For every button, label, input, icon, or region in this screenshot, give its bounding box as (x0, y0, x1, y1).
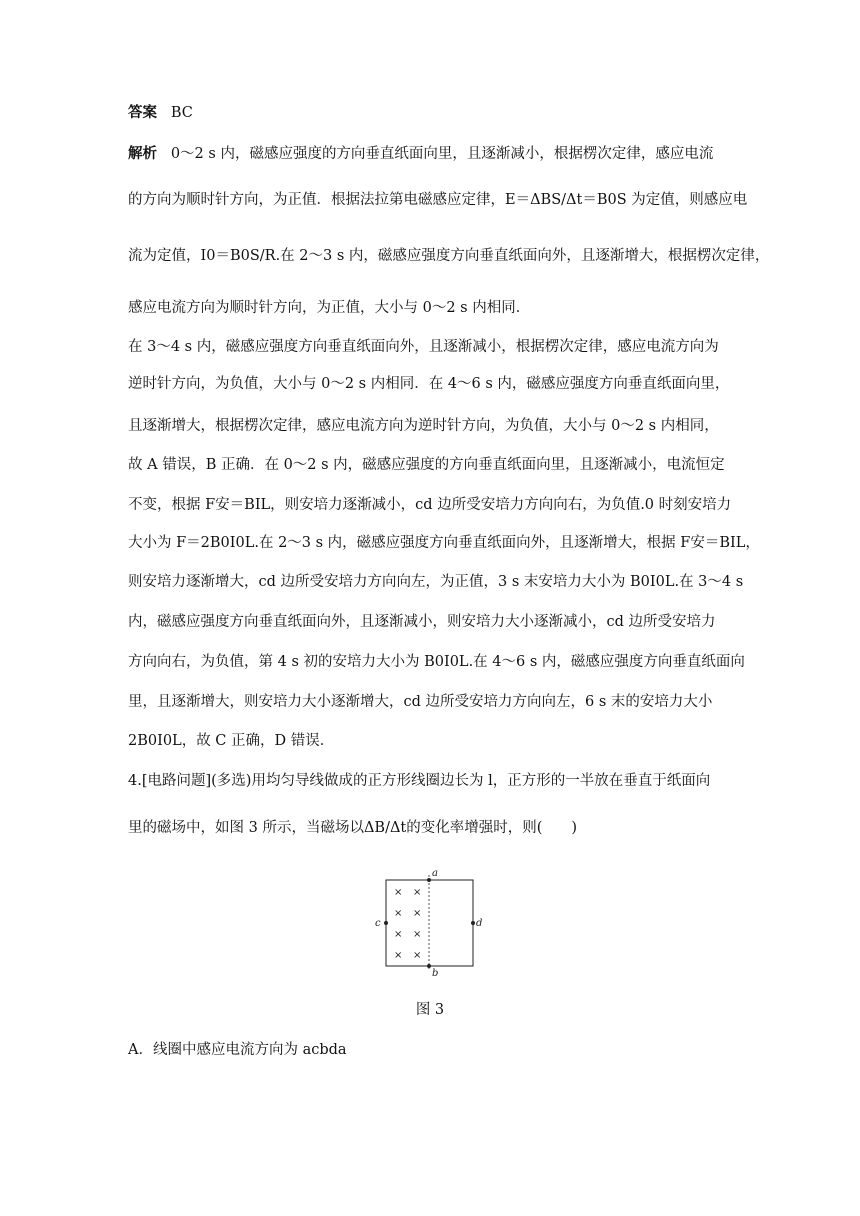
analysis-line-10: 大小为 F＝2B0I0L.在 2～3 s 内，磁感应强度方向垂直纸面向外，且逐渐增大，根据 F安＝BIL， (128, 535, 760, 551)
analysis-line-3: 流为定值，I0＝B0S/R.在 2～3 s 内，磁感应强度方向垂直纸面向外，且逐渐增大，根据楞次定律， (128, 248, 770, 264)
point-c-label: c (375, 918, 381, 929)
question-line-1: 4.[电路问题](多选)用均匀导线做成的正方形线圈边长为 l，正方形的一半放在垂直于纸面向 (128, 773, 711, 789)
magnetic-field-marks (394, 887, 421, 961)
field-x-mark: × (413, 929, 422, 940)
field-x-mark: × (394, 950, 403, 961)
analysis-line-11: 则安培力逐渐增大，cd 边所受安培力方向向左，为正值，3 s 末安培力大小为 B0I0L.在 3～4 s (128, 574, 744, 590)
answer-line (128, 103, 193, 123)
analysis-line-4: 感应电流方向为顺时针方向，为正值，大小与 0～2 s 内相同． (128, 300, 531, 316)
field-x-mark: × (394, 887, 403, 898)
analysis-line-9: 不变，根据 F安＝BIL，则安培力逐渐减小，cd 边所受安培力方向向右，为负值.0 时刻安培力 (128, 497, 732, 513)
analysis-line-13: 方向向右，为负值，第 4 s 初的安培力大小为 B0I0L.在 4～6 s 内，磁感应强度方向垂直纸面向 (128, 654, 745, 670)
analysis-line-7: 且逐渐增大，根据楞次定律，感应电流方向为逆时针方向，为负值，大小与 0～2 s 内相同， (128, 418, 719, 434)
analysis-line-8: 故 A 错误，B 正确．在 0～2 s 内，磁感应强度的方向垂直纸面向里，且逐渐减小，电流恒定 (128, 457, 725, 473)
field-x-mark: × (413, 887, 422, 898)
figure-caption: 图 3 (415, 1002, 445, 1018)
answer-label: 答案 (128, 104, 157, 121)
point-b-dot (427, 964, 431, 968)
question-line-2: 里的磁场中，如图 3 所示，当磁场以ΔB/Δt的变化率增强时，则( ) (128, 820, 578, 836)
analysis-text: 0～2 s 内，磁感应强度的方向垂直纸面向里，且逐渐减小，根据楞次定律，感应电流 (170, 146, 714, 162)
analysis-line-1 (128, 144, 713, 164)
analysis-line-14: 里，且逐渐增大，则安培力大小逐渐增大，cd 边所受安培力方向向左，6 s 末的安培力大小 (128, 694, 713, 710)
coil-figure (372, 866, 492, 976)
analysis-line-15: 2B0I0L，故 C 正确，D 错误． (128, 733, 335, 749)
point-a-dot (427, 878, 431, 882)
analysis-line-2: 的方向为顺时针方向，为正值．根据法拉第电磁感应定律，E＝ΔBS/Δt＝B0S 为定值，则感应电 (128, 192, 748, 208)
option-a: A．线圈中感应电流方向为 acbda (128, 1042, 347, 1058)
point-d-label: d (476, 918, 483, 929)
field-x-mark: × (413, 950, 422, 961)
analysis-line-12: 内，磁感应强度方向垂直纸面向外，且逐渐减小，则安培力大小逐渐减小，cd 边所受安培力 (128, 614, 716, 630)
analysis-line-6: 逆时针方向，为负值，大小与 0～2 s 内相同．在 4～6 s 内，磁感应强度方向垂直纸面向里， (128, 376, 730, 392)
field-x-mark: × (413, 908, 422, 919)
field-x-mark: × (394, 908, 403, 919)
point-d-dot (471, 921, 475, 925)
analysis-line-5: 在 3～4 s 内，磁感应强度方向垂直纸面向外，且逐渐减小，根据楞次定律，感应电流方向为 (128, 339, 719, 355)
point-c-dot (384, 921, 388, 925)
answer-value: BC (170, 105, 193, 121)
point-a-label: a (432, 868, 438, 879)
analysis-label: 解析 (128, 145, 157, 162)
field-x-mark: × (394, 929, 403, 940)
point-b-label: b (432, 968, 439, 976)
